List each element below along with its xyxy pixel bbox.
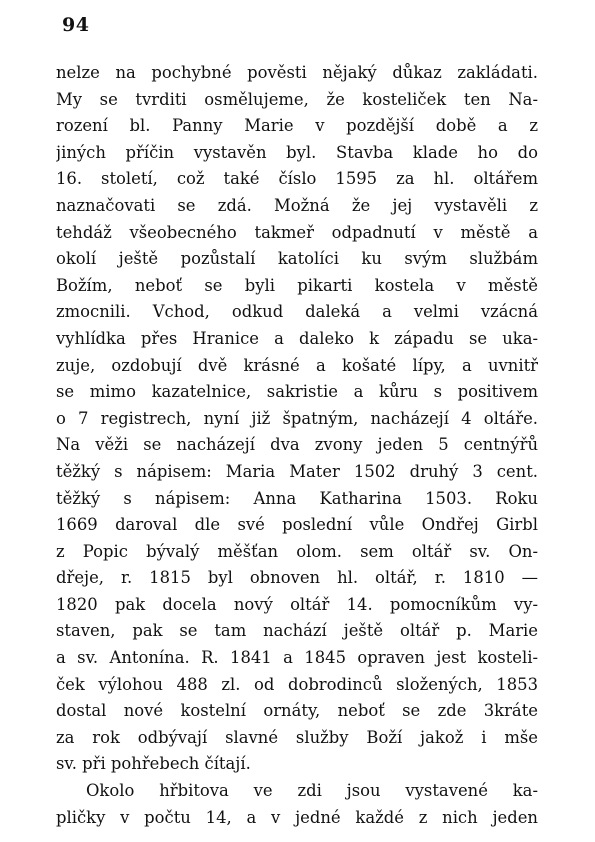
paragraph-start-line: Okolo hřbitova ve zdi jsou vystavené ka- xyxy=(86,781,538,801)
text-line: zmocnili. Vchod, odkud daleká a velmi vzácná xyxy=(56,302,538,322)
paragraph-end-line: sv. při pohřebech čítají. xyxy=(56,754,251,774)
text-line: pličky v počtu 14, a v jedné každé z nich jeden xyxy=(56,807,538,827)
text-line: naznačovati se zdá. Možná že jej vystavěli z xyxy=(56,195,538,215)
text-line: ček výlohou 488 zl. od dobrodinců složených, 1853 xyxy=(56,674,538,694)
text-line: z Popic bývalý měšťan olom. sem oltář sv. On- xyxy=(56,541,538,561)
text-line: 1820 pak docela nový oltář 14. pomocníkům vy- xyxy=(56,594,538,614)
text-line: staven, pak se tam nachází ještě oltář p. Marie xyxy=(56,621,538,641)
text-line: okolí ještě pozůstalí katolíci ku svým službám xyxy=(56,249,538,269)
text-line: těžký s nápisem: Maria Mater 1502 druhý 3 cent. xyxy=(56,461,538,481)
text-line: za rok odbývají slavné služby Boží jakož i mše xyxy=(56,727,538,747)
text-line: 1669 daroval dle své poslední vůle Ondřej Girbl xyxy=(56,515,538,535)
page-number: 94 xyxy=(62,14,90,36)
text-line: nelze na pochybné pověsti nějaký důkaz zakládati. xyxy=(56,63,538,82)
text-line: dostal nové kostelní ornáty, neboť se zde 3kráte xyxy=(56,701,538,721)
text-line: rození bl. Panny Marie v pozdější době a z xyxy=(56,116,538,136)
text-line: se mimo kazatelnice, sakristie a kůru s positivem xyxy=(56,382,538,402)
text-line: jiných příčin vystavěn byl. Stavba klade ho do xyxy=(56,142,538,162)
text-line: My se tvrditi osmělujeme, že kosteliček ten Na- xyxy=(56,89,538,109)
text-line: zuje, ozdobují dvě krásné a košaté lípy, a uvnitř xyxy=(56,355,538,375)
text-line: těžký s nápisem: Anna Katharina 1503. Roku xyxy=(56,488,538,508)
text-line: vyhlídka přes Hranice a daleko k západu se uka- xyxy=(56,328,538,348)
text-line: tehdáž všeobecného takmeř odpadnutí v městě a xyxy=(56,222,538,242)
body-text xyxy=(56,60,538,831)
text-line: o 7 registrech, nyní již špatným, nacházejí 4 oltáře. xyxy=(56,408,538,428)
text-line: 16. století, což také číslo 1595 za hl. oltářem xyxy=(56,169,538,189)
text-line: a sv. Antonína. R. 1841 a 1845 opraven jest kosteli- xyxy=(56,648,538,668)
text-line: Na věži se nacházejí dva zvony jeden 5 centnýřů xyxy=(56,435,538,455)
text-line: Božím, neboť se byli pikarti kostela v městě xyxy=(56,275,538,295)
text-line: dřeje, r. 1815 byl obnoven hl. oltář, r. 1810 — xyxy=(56,568,538,588)
